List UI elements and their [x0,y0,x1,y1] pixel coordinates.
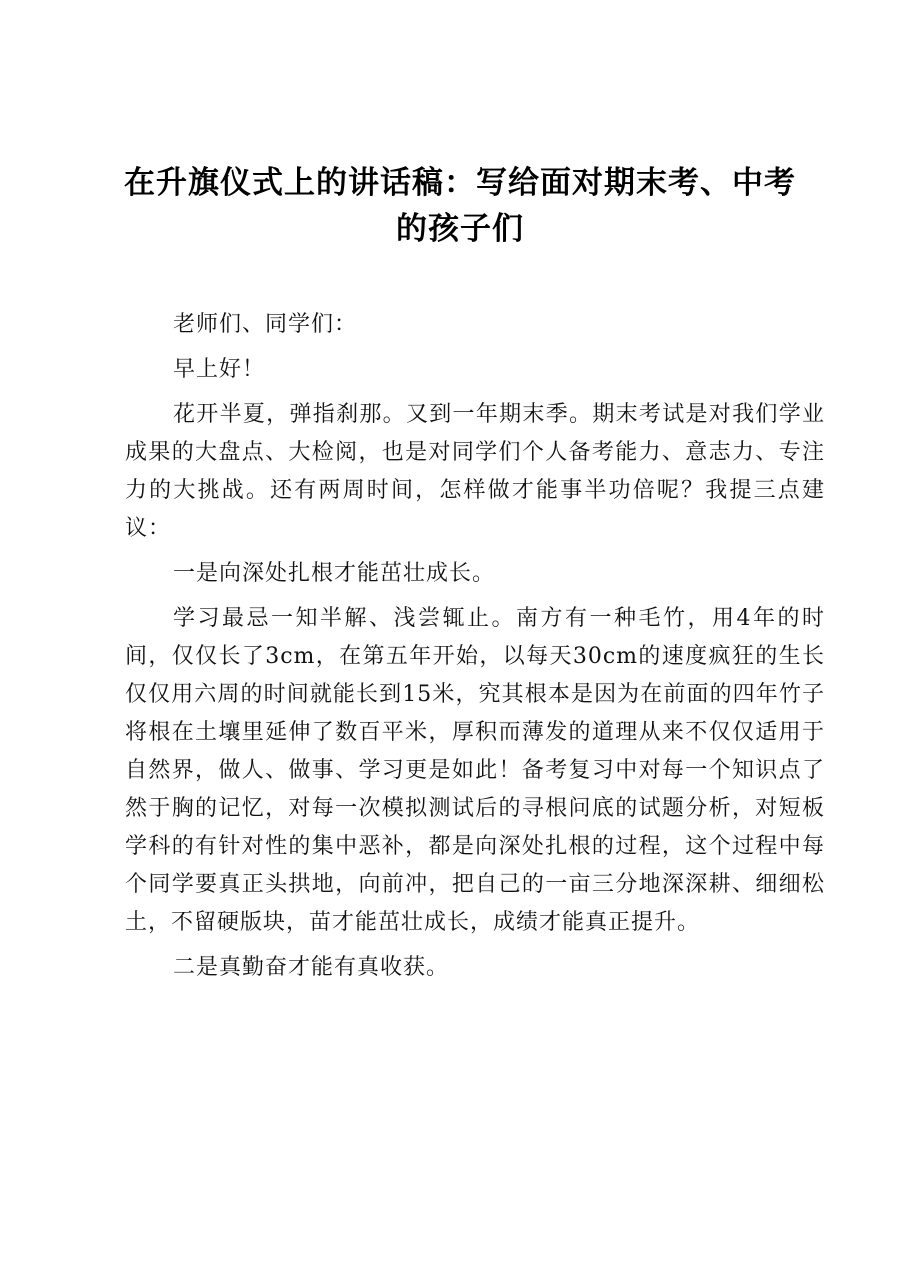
paragraph-intro: 花开半夏，弹指刹那。又到一年期末季。期末考试是对我们学业成果的大盘点、大检阅，也是对同学们个人备考能力、意志力、专注力的大挑战。还有两周时间，怎样做才能事半功倍呢？我提三点建议： [125,402,825,541]
document-body [125,306,825,994]
paragraph-point-two-heading: 二是真勤奋才能有真收获。 [173,955,450,980]
document-title: 在升旗仪式上的讲话稿：写给面对期末考、中考的孩子们 [124,165,796,247]
paragraph-point-one-body: 学习最忌一知半解、浅尝辄止。南方有一种毛竹，用4年的时间，仅仅长了3cm，在第五年开始，以每天30cm的速度疯狂的生长仅仅用六周的时间就能长到15米，究其根本是因为在前面的四年竹子将根在土壤里延伸了数百平米，厚积而薄发的道理从来不仅仅适用于自然界，做人、做事、学习更是如此！备考复习中对每一个知识点了然于胸的记忆，对每一次模拟测试后的寻根问底的试题分析，对短板学科的有针对性的集中恶补，都是向深处扎根的过程，这个过程中每个同学要真正头拱地，向前冲，把自己的一亩三分地深深耕、细细松土，不留硬版块，苗才能茁壮成长，成绩才能真正提升。 [125,606,825,935]
paragraph-point-one-heading: 一是向深处扎根才能茁壮成长。 [173,561,496,586]
paragraph-good-morning: 早上好！ [173,357,266,382]
paragraph-greeting: 老师们、同学们： [173,312,358,337]
